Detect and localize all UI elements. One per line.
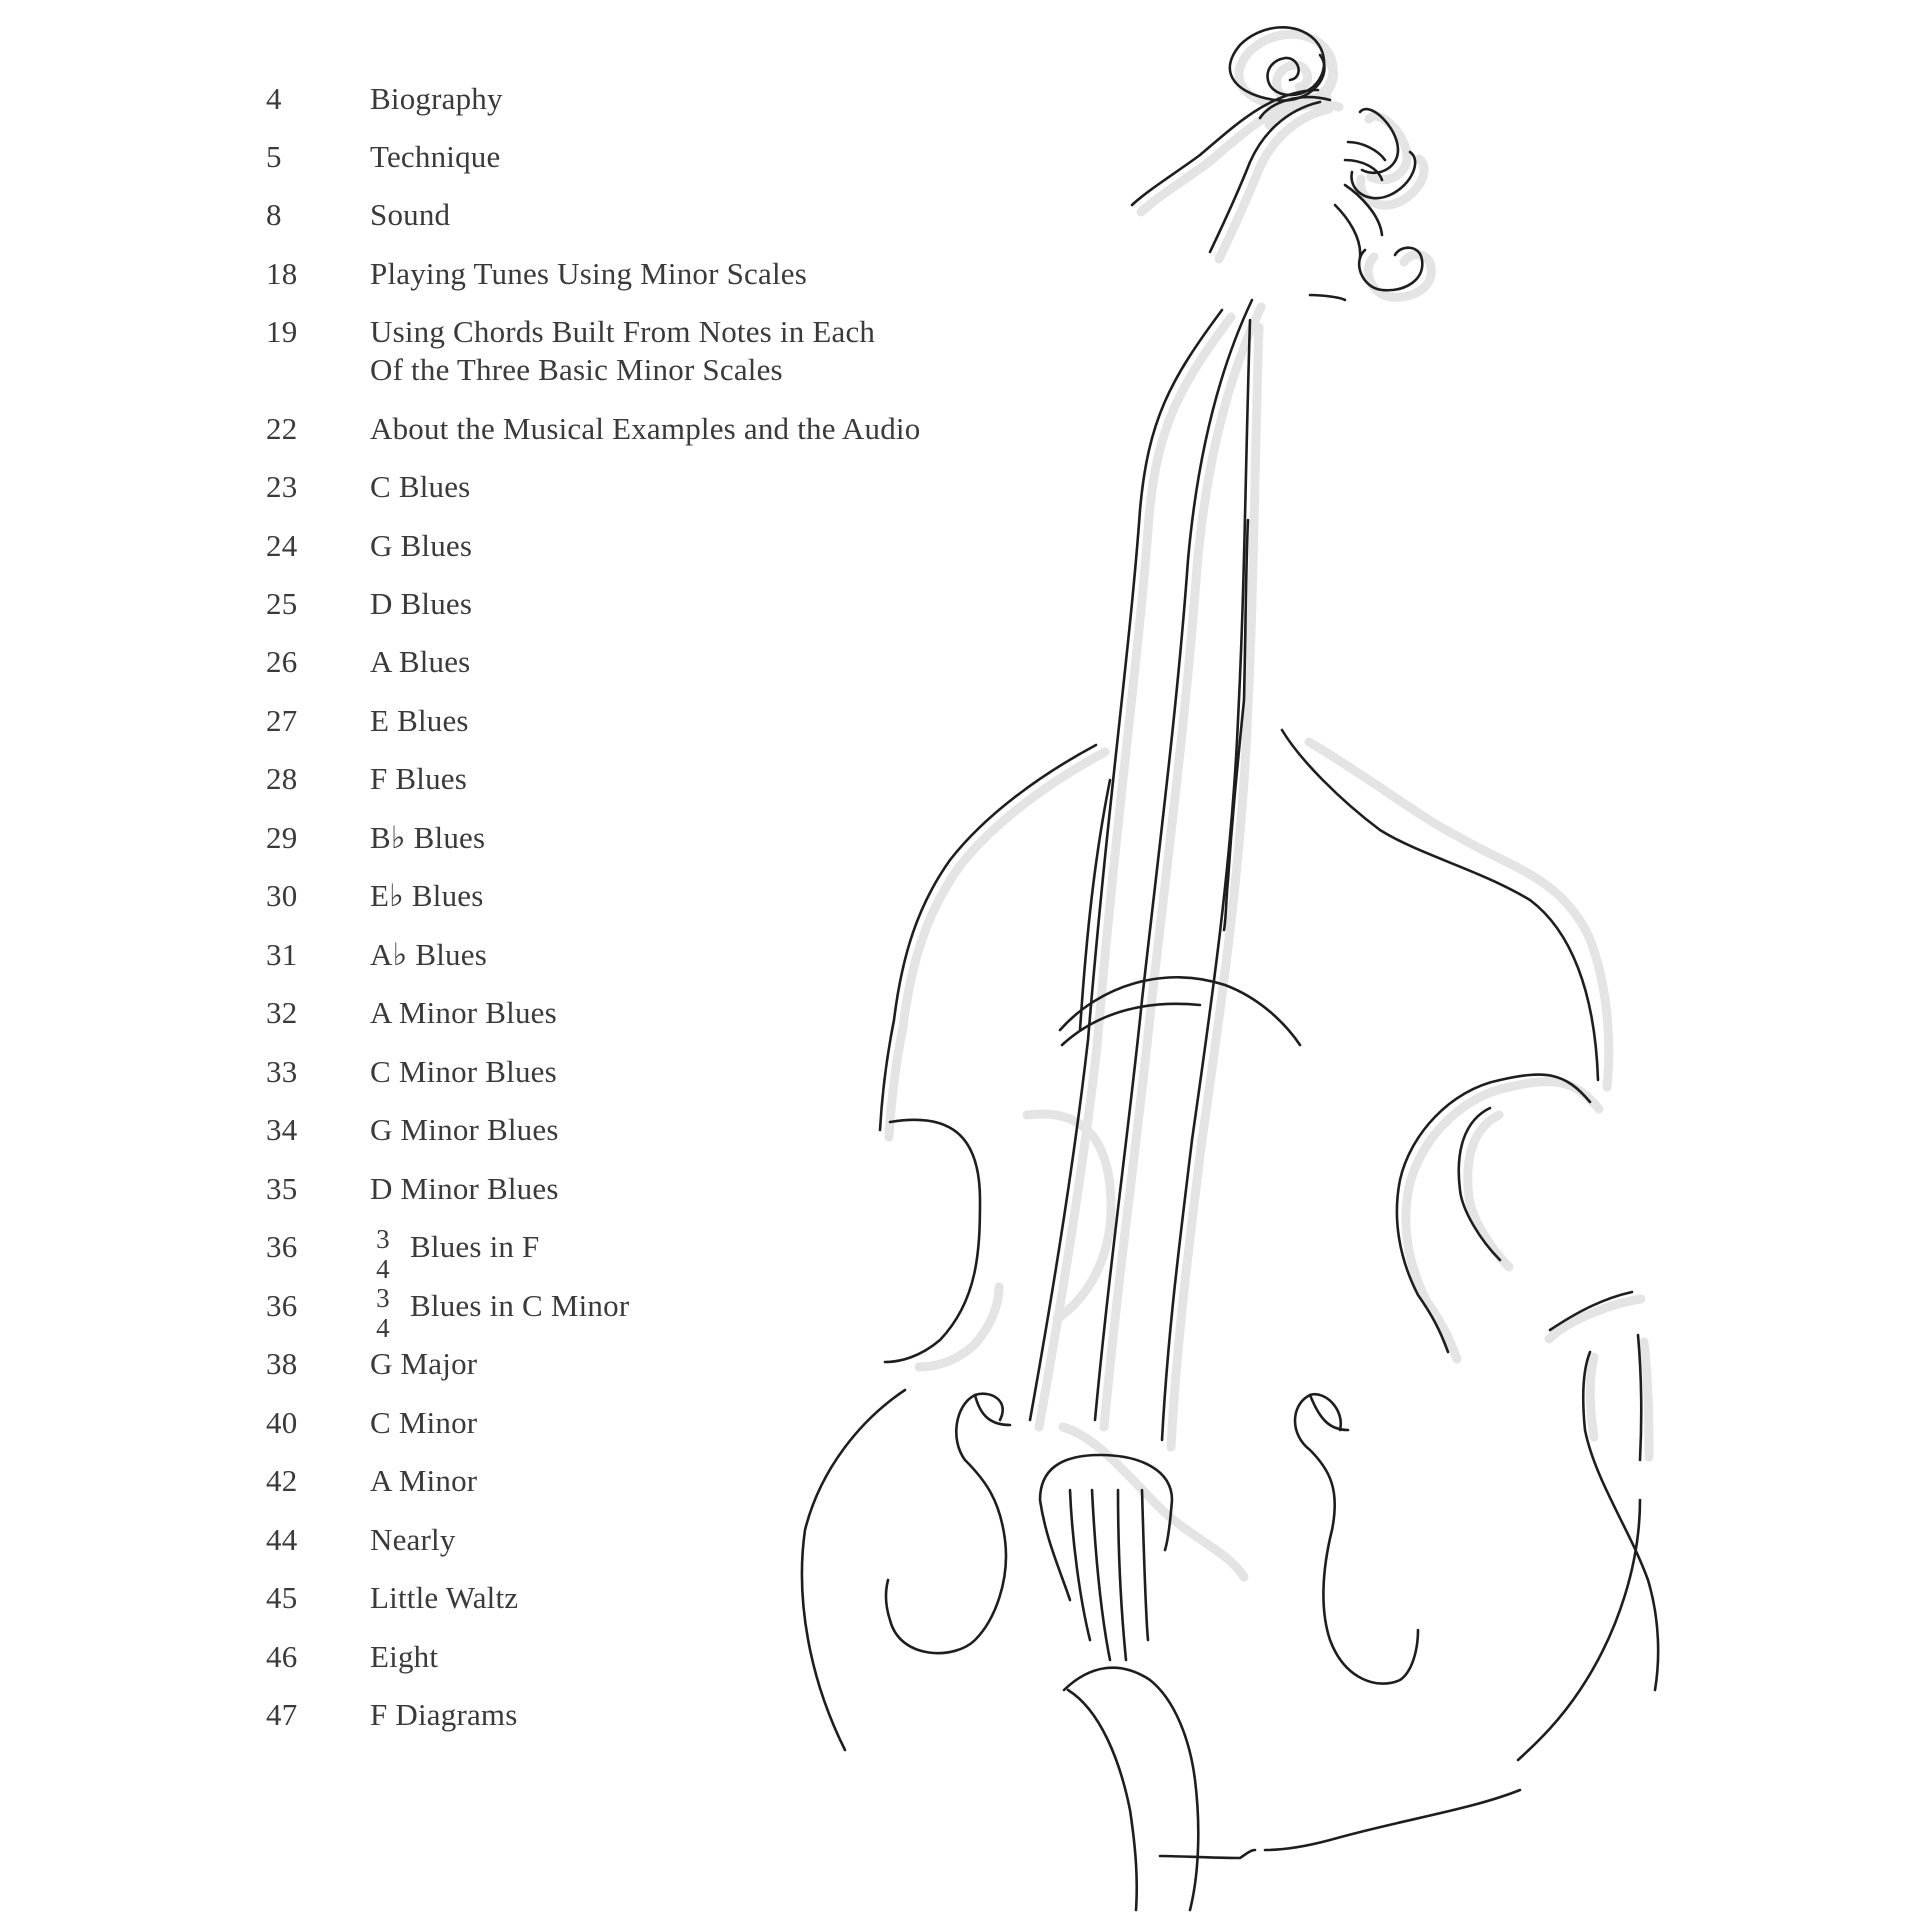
nut-lines: [1310, 295, 1345, 300]
f-hole-left: [886, 1394, 1006, 1653]
toc-title: D Blues: [370, 586, 473, 621]
lower-body-right: [1160, 1790, 1520, 1858]
toc-page-number: 25: [266, 586, 298, 621]
lower-bout-right: [1518, 1292, 1658, 1760]
toc-page-number: 33: [266, 1054, 298, 1089]
bridge: [1040, 1455, 1172, 1600]
toc-title: F Blues: [370, 761, 468, 796]
toc-page-number: 42: [266, 1463, 298, 1498]
toc-title: G Minor Blues: [370, 1112, 559, 1147]
toc-page-number: 19: [266, 314, 298, 349]
toc-page-number: 38: [266, 1346, 298, 1381]
double-bass-drawing: [802, 27, 1658, 1910]
toc-title: Nearly: [370, 1522, 456, 1557]
toc-title-text: Blues in F: [410, 1229, 540, 1264]
toc-page-number: 45: [266, 1580, 298, 1615]
f-hole-right: [1295, 1394, 1418, 1683]
toc-page-number: 36: [266, 1288, 298, 1323]
toc-title-line: Of the Three Basic Minor Scales: [370, 352, 783, 387]
toc-title: C Minor: [370, 1405, 478, 1440]
toc-page-number: 18: [266, 256, 298, 291]
toc-title: About the Musical Examples and the Audio: [370, 411, 921, 446]
toc-page-number: 29: [266, 820, 298, 855]
toc-page-number: 31: [266, 937, 298, 972]
tailpiece-left: [1068, 1690, 1137, 1910]
toc-page-number: 22: [266, 411, 298, 446]
toc-title-text: Blues in C Minor: [410, 1288, 630, 1323]
toc-title: G Major: [370, 1346, 478, 1381]
toc-page-number: 28: [266, 761, 298, 796]
upper-bout-left: [880, 745, 1096, 1130]
toc-page-number: 30: [266, 878, 298, 913]
peg-strings: [1335, 185, 1382, 258]
time-signature-top: 3: [376, 1224, 390, 1254]
toc-page-number: 40: [266, 1405, 298, 1440]
toc-title: A Minor Blues: [370, 995, 557, 1030]
toc-page-number: 26: [266, 644, 298, 679]
toc-title: C Minor Blues: [370, 1054, 557, 1089]
toc-title: A♭ Blues: [370, 937, 487, 972]
toc-page-number: 24: [266, 528, 298, 563]
toc-title: Technique: [370, 139, 501, 174]
toc-title: D Minor Blues: [370, 1171, 559, 1206]
toc-title: Eight: [370, 1639, 439, 1674]
c-bout-left: [885, 1120, 980, 1362]
toc-page-number: 44: [266, 1522, 298, 1557]
toc-title: B♭ Blues: [370, 820, 486, 855]
f-hole-left-top: [975, 1395, 1010, 1425]
toc-title: G Blues: [370, 528, 473, 563]
time-signature-top: 3: [376, 1283, 390, 1313]
time-signature-bottom: 4: [376, 1254, 390, 1284]
toc-page-number: 32: [266, 995, 298, 1030]
toc-page-number: 34: [266, 1112, 298, 1147]
time-signature-bottom: 4: [376, 1313, 390, 1343]
toc-title: F Diagrams: [370, 1697, 518, 1732]
toc-page-number: 35: [266, 1171, 298, 1206]
toc-page-number: 23: [266, 469, 298, 504]
bridge-strings: [1070, 1490, 1148, 1660]
toc-title: Biography: [370, 81, 503, 116]
toc-title: E Blues: [370, 703, 469, 738]
toc-page-number: 47: [266, 1697, 298, 1732]
upper-bout-right: [1282, 730, 1598, 1080]
toc-title: Playing Tunes Using Minor Scales: [370, 256, 807, 291]
toc-title-line: Using Chords Built From Notes in Each: [370, 314, 876, 349]
toc-title: A Blues: [370, 644, 471, 679]
toc-page-number: 8: [266, 197, 282, 232]
toc-page-number: 36: [266, 1229, 298, 1264]
toc-page-number: 27: [266, 703, 298, 738]
lower-bout-left: [802, 1390, 905, 1750]
toc-page-number: 4: [266, 81, 282, 116]
toc-title: Sound: [370, 197, 451, 232]
toc-title: E♭ Blues: [370, 878, 484, 913]
toc-title: Little Waltz: [370, 1580, 519, 1615]
toc-page-number: 46: [266, 1639, 298, 1674]
toc-title: C Blues: [370, 469, 471, 504]
toc-page-number: 5: [266, 139, 282, 174]
toc-title: A Minor: [370, 1463, 478, 1498]
